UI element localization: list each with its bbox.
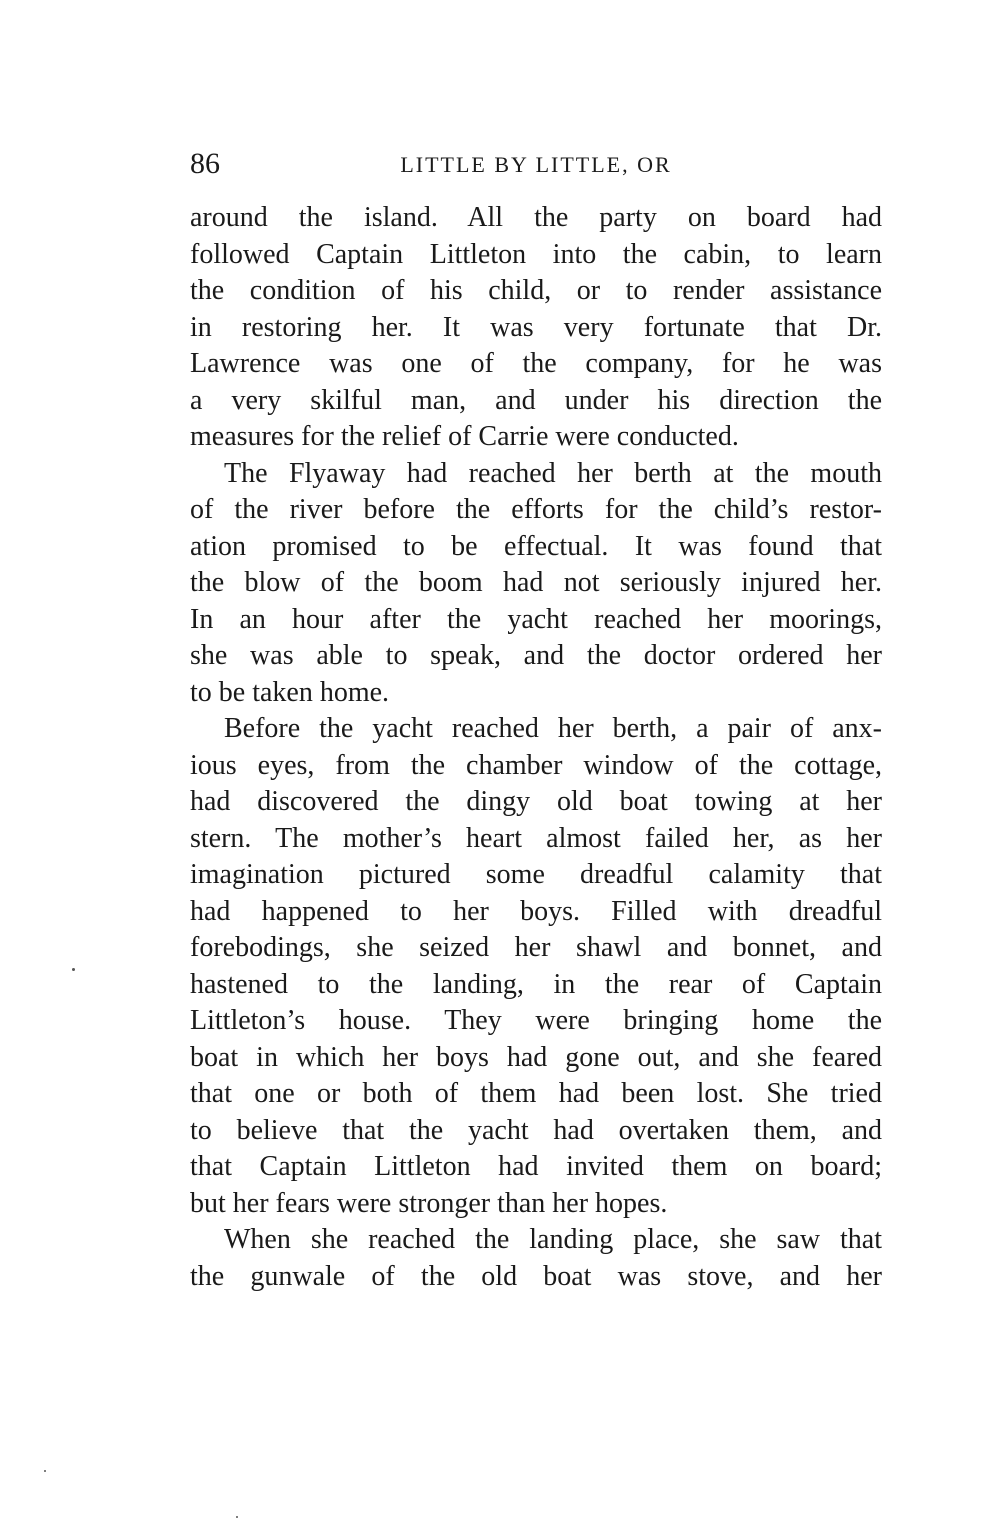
text-line: In an hour after the yacht reached her moorings, — [190, 603, 882, 635]
scan-speck — [72, 968, 75, 971]
scan-speck — [44, 1470, 46, 1472]
text-line: she was able to speak, and the doctor ordered her — [190, 640, 882, 671]
text-line: boat in which her boys had gone out, and she feared — [190, 1041, 882, 1073]
paragraph-2 — [190, 456, 882, 712]
text-line: ation promised to be effectual. It was found that — [190, 530, 882, 562]
text-line: the blow of the boom had not seriously injured her. — [190, 567, 882, 598]
text-line: When she reached the landing place, she saw that — [224, 1224, 882, 1255]
text-line: but her fears were stronger than her hopes. — [190, 1187, 668, 1219]
text-line: of the river before the efforts for the child’s restor- — [190, 494, 882, 525]
text-line: a very skilful man, and under his direction the — [190, 384, 882, 416]
paragraph-1 — [190, 200, 882, 456]
text-line: Before the yacht reached her berth, a pair of anx- — [224, 713, 882, 744]
page-header — [190, 146, 882, 186]
text-line: imagination pictured some dreadful calamity that — [190, 859, 882, 890]
running-head: LITTLE BY LITTLE, OR — [400, 152, 672, 177]
paragraph-4 — [190, 1222, 882, 1295]
text-line: that Captain Littleton had invited them on board; — [190, 1151, 882, 1182]
text-line: around the island. All the party on board had — [190, 202, 882, 233]
text-line: stern. The mother’s heart almost failed her, as her — [190, 822, 882, 854]
text-line: Littleton’s house. They were bringing home the — [190, 1005, 882, 1036]
text-line: the condition of his child, or to render assistance — [190, 275, 882, 306]
text-line: ious eyes, from the chamber window of the cottage, — [190, 749, 882, 781]
text-line: followed Captain Littleton into the cabin, to learn — [190, 238, 882, 270]
scan-speck — [236, 1516, 238, 1518]
page-number: 86 — [190, 147, 220, 180]
paragraph-3 — [190, 711, 882, 1222]
text-line: to believe that the yacht had overtaken them, and — [190, 1114, 882, 1146]
text-line: to be taken home. — [190, 676, 390, 708]
text-line: had discovered the dingy old boat towing at her — [190, 786, 882, 817]
text-line: The Flyaway had reached her berth at the mouth — [224, 457, 882, 489]
text-line: that one or both of them had been lost. She tried — [190, 1078, 882, 1109]
text-line: measures for the relief of Carrie were conducted. — [190, 421, 739, 452]
text-line: forebodings, she seized her shawl and bonnet, and — [190, 932, 882, 963]
text-line: hastened to the landing, in the rear of Captain — [190, 968, 882, 1000]
text-line: had happened to her boys. Filled with dreadful — [190, 895, 882, 927]
text-line: Lawrence was one of the company, for he was — [190, 348, 882, 379]
text-line: the gunwale of the old boat was stove, and her — [190, 1260, 882, 1292]
body-text — [190, 200, 882, 1295]
text-line: in restoring her. It was very fortunate that Dr. — [190, 311, 882, 343]
